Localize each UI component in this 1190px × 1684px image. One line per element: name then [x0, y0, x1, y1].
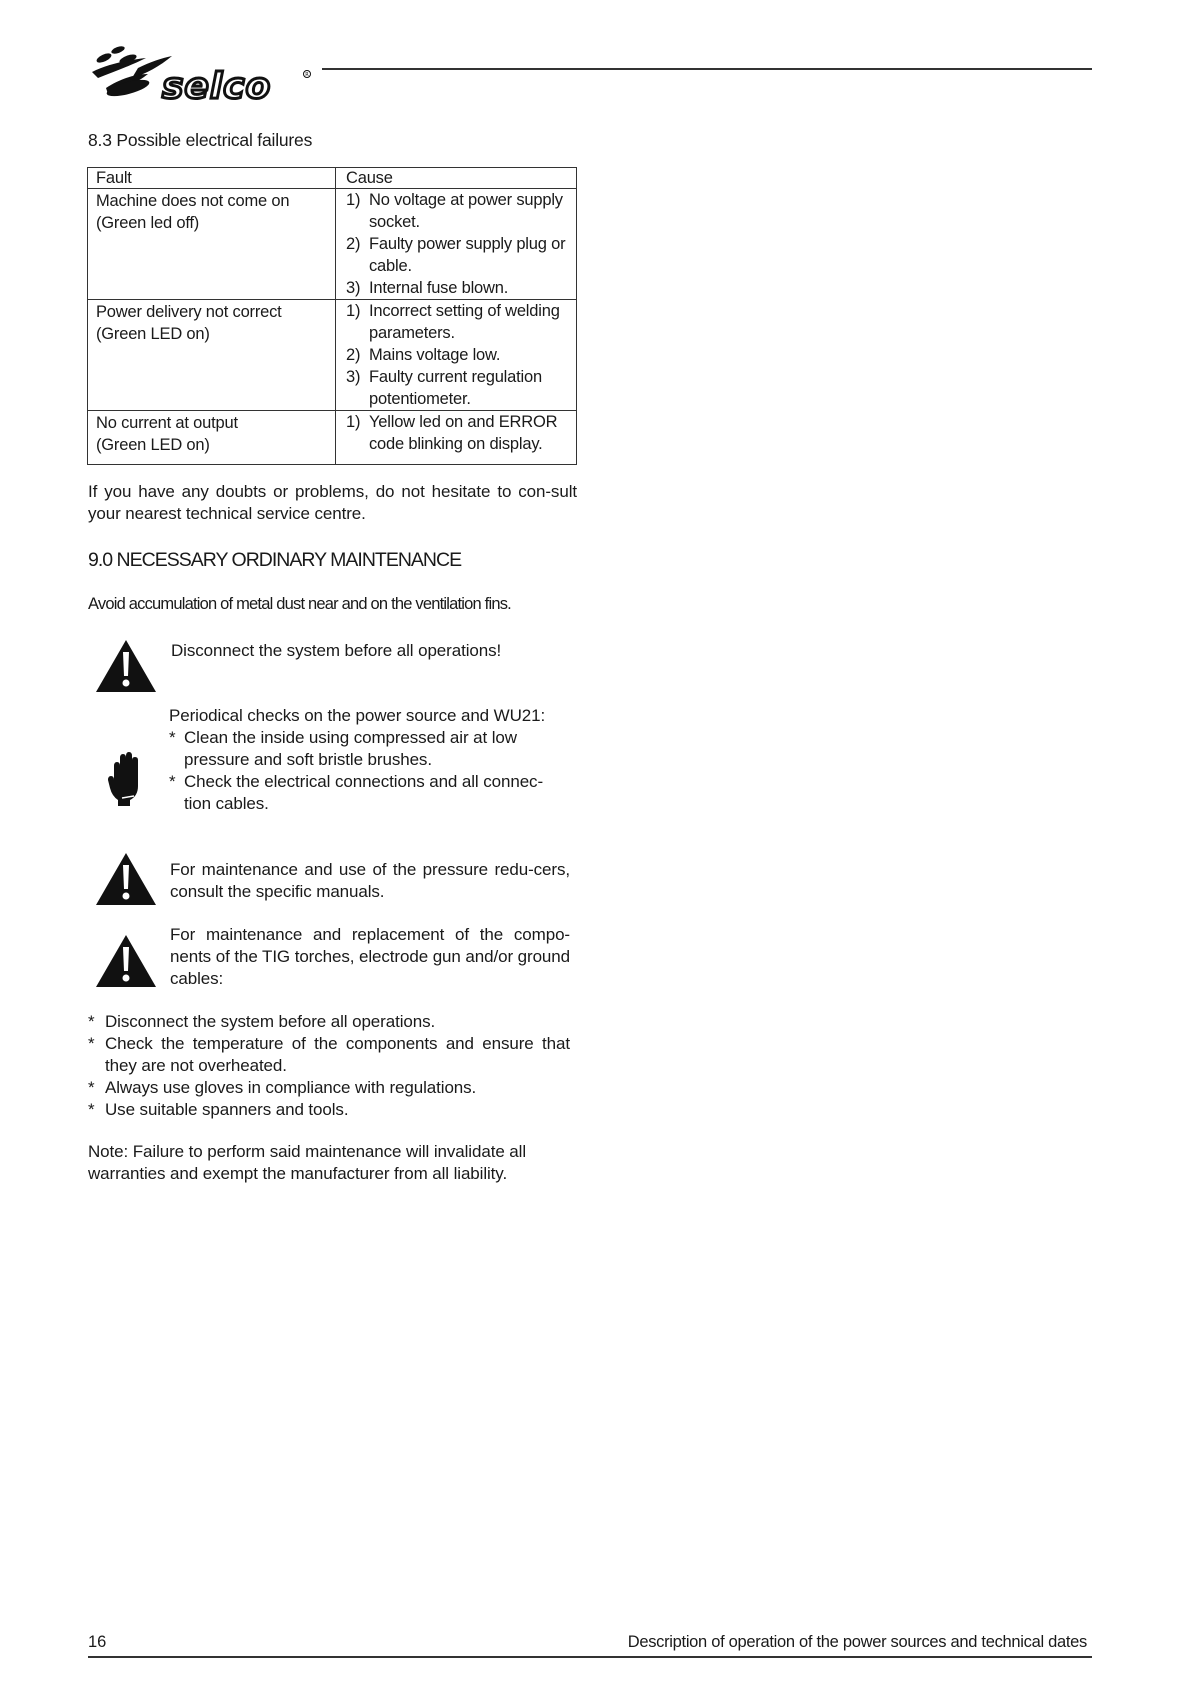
cause-item — [346, 189, 574, 233]
list-item — [169, 771, 569, 815]
maintenance-list — [88, 1011, 570, 1121]
periodical-checks — [169, 705, 569, 815]
cause-text: Incorrect setting of welding parameters. — [369, 302, 560, 342]
fault-text: Machine does not come on — [96, 192, 290, 210]
footer-title: Description of operation of the power sources and technical dates — [627, 1633, 1087, 1651]
cause-number: 2) — [346, 346, 361, 364]
list-item-text: Use suitable spanners and tools. — [105, 1100, 349, 1119]
warning-triangle-icon — [94, 638, 158, 694]
cause-text: Faulty current regulation potentiometer. — [369, 368, 542, 408]
avoid-dust-paragraph: Avoid accumulation of metal dust near and on the ventilation fins. — [88, 595, 511, 613]
list-item-text: Disconnect the system before all operations. — [105, 1012, 436, 1031]
cause-text: Faulty power supply plug or cable. — [369, 235, 566, 275]
cause-column-header: Cause — [336, 168, 577, 189]
selco-logo — [88, 44, 313, 106]
table-row — [88, 189, 577, 300]
torches-note: For maintenance and replacement of the compo-nents of the TIG torches, electrode gun and/or ground cables: — [170, 925, 570, 988]
disconnect-note: Disconnect the system before all operations! — [171, 641, 502, 660]
doubts-paragraph: If you have any doubts or problems, do not hesitate to con-sult your nearest technical service centre. — [88, 482, 577, 523]
glove-hand-icon — [108, 752, 144, 806]
cause-number: 1) — [346, 413, 361, 431]
cause-item — [346, 233, 574, 277]
fault-led-state: (Green led off) — [96, 214, 200, 232]
fault-led-state: (Green LED on) — [96, 325, 210, 343]
cause-number: 1) — [346, 302, 361, 320]
fault-cell — [88, 411, 336, 465]
list-item — [169, 727, 569, 771]
cause-text: Yellow led on and ERROR code blinking on display. — [369, 413, 558, 453]
list-item-text: Check the electrical connections and all connec-tion cables. — [184, 772, 544, 813]
list-item — [88, 1099, 570, 1121]
fault-table — [87, 167, 577, 465]
list-item-text: Check the temperature of the components and ensure that they are not overheated. — [105, 1034, 570, 1075]
bullet-star: * — [88, 1100, 95, 1119]
list-item — [88, 1011, 570, 1033]
bullet-star: * — [88, 1078, 95, 1097]
pressure-reducers-note: For maintenance and use of the pressure redu-cers, consult the specific manuals. — [170, 860, 570, 901]
periodical-intro: Periodical checks on the power source and WU21: — [169, 706, 546, 725]
cause-number: 3) — [346, 279, 361, 297]
cause-item — [346, 344, 574, 366]
page-number: 16 — [88, 1633, 107, 1651]
brand-wordmark: selco — [162, 66, 272, 106]
fault-text: No current at output — [96, 414, 238, 432]
cause-item — [346, 366, 574, 410]
cause-cell — [336, 189, 577, 300]
cause-number: 2) — [346, 235, 361, 253]
table-row — [88, 411, 577, 465]
list-item — [88, 1077, 570, 1099]
table-header-row — [88, 168, 577, 189]
fault-text: Power delivery not correct — [96, 303, 282, 321]
cause-number: 3) — [346, 368, 361, 386]
bullet-star: * — [169, 728, 176, 747]
svg-text:R: R — [305, 72, 309, 78]
warranty-note: Note: Failure to perform said maintenance will invalidate all warranties and exempt the manufacturer from all liability. — [88, 1142, 527, 1183]
footer-rule — [88, 1656, 1092, 1658]
list-item-text: Always use gloves in compliance with regulations. — [105, 1078, 477, 1097]
bullet-star: * — [88, 1034, 95, 1053]
warning-triangle-icon — [94, 933, 158, 989]
cause-item — [346, 300, 574, 344]
cause-text: Internal fuse blown. — [369, 279, 509, 297]
warning-triangle-icon — [94, 851, 158, 907]
cause-item — [346, 411, 574, 455]
list-item-text: Clean the inside using compressed air at low pressure and soft bristle brushes. — [184, 728, 517, 769]
cause-text: Mains voltage low. — [369, 346, 501, 364]
header-rule — [322, 68, 1092, 70]
cause-item — [346, 277, 574, 299]
fault-cell — [88, 300, 336, 411]
bullet-star: * — [169, 772, 176, 791]
fault-column-header: Fault — [88, 168, 336, 189]
list-item — [88, 1033, 570, 1077]
fault-led-state: (Green LED on) — [96, 436, 210, 454]
cause-cell — [336, 300, 577, 411]
section-8-3-title: 8.3 Possible electrical failures — [88, 130, 313, 150]
cause-cell — [336, 411, 577, 465]
cause-text: No voltage at power supply socket. — [369, 191, 563, 231]
fault-cell — [88, 189, 336, 300]
cause-number: 1) — [346, 191, 361, 209]
bullet-star: * — [88, 1012, 95, 1031]
table-row — [88, 300, 577, 411]
section-9-0-title: 9.0 NECESSARY ORDINARY MAINTENANCE — [88, 549, 462, 571]
